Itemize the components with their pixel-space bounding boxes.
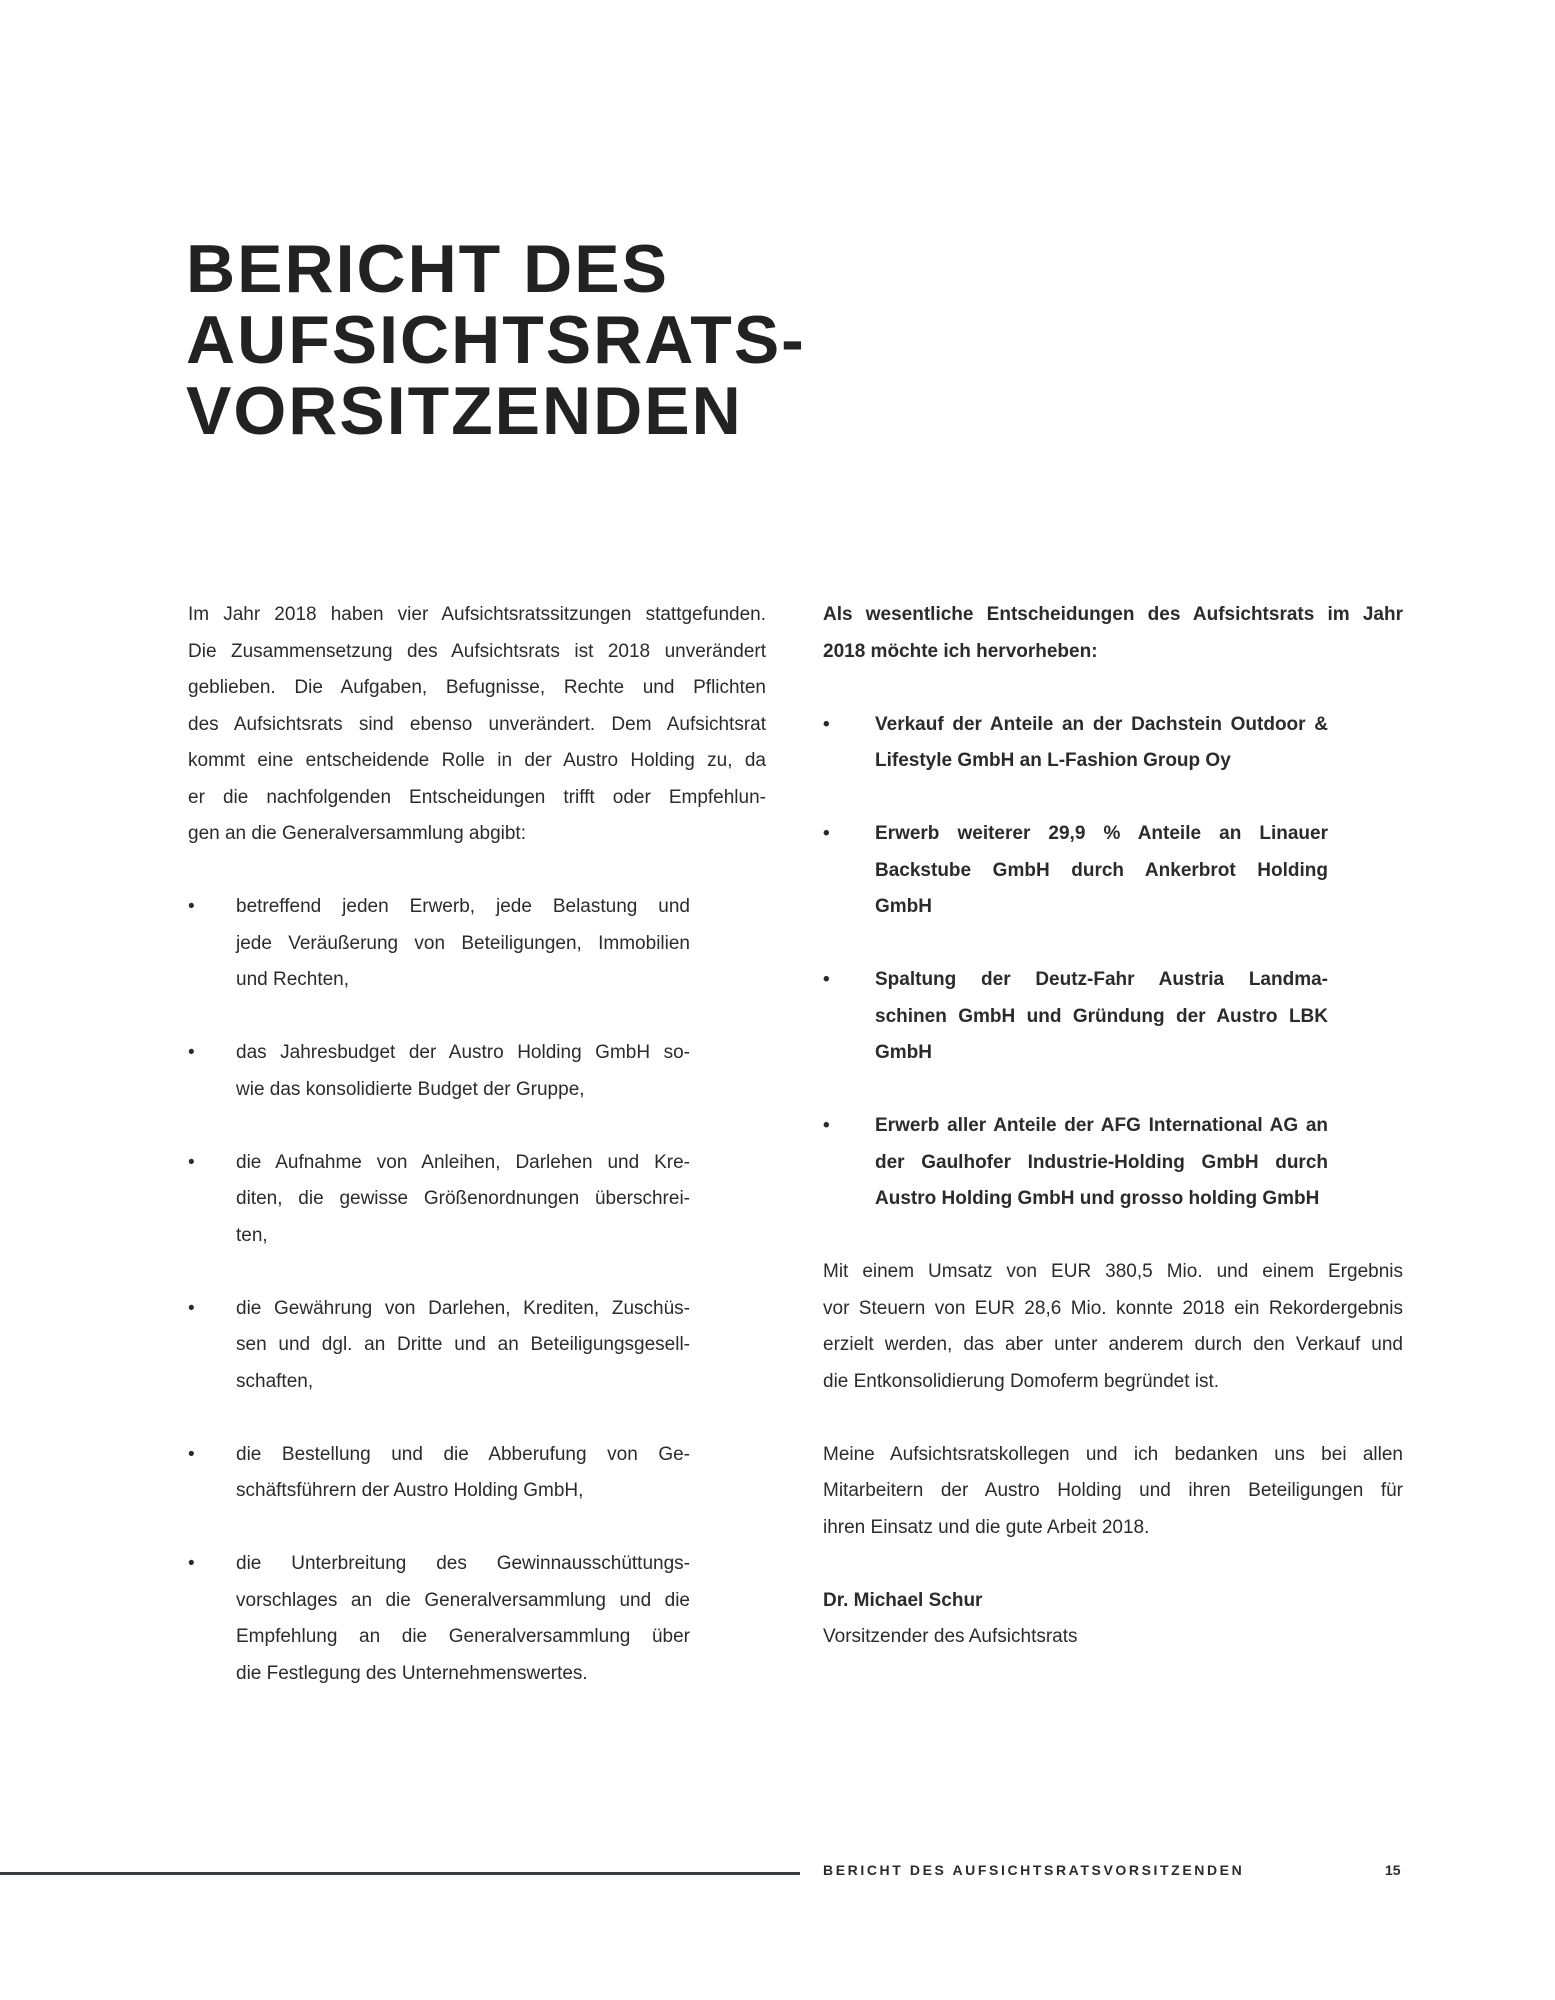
left-column bbox=[188, 597, 766, 1692]
bullet-icon: • bbox=[823, 1115, 830, 1136]
spacer bbox=[823, 670, 1403, 707]
text-line: schinen GmbH und Gründung der Austro LBK bbox=[875, 1005, 1328, 1027]
text-line: Verkauf der Anteile an der Dachstein Outdoor & bbox=[875, 713, 1328, 735]
spacer bbox=[823, 926, 1403, 963]
text-line: Spaltung der Deutz-Fahr Austria Landma- bbox=[875, 969, 1328, 990]
list-item bbox=[188, 1145, 690, 1255]
text-line: Erwerb weiterer 29,9 % Anteile an Linauer bbox=[875, 823, 1328, 844]
list-item bbox=[188, 1035, 690, 1108]
list-item bbox=[823, 816, 1328, 926]
text-line: des Aufsichtsrats sind ebenso unverändert. Dem Aufsichtsrat bbox=[188, 713, 766, 735]
spacer bbox=[188, 1108, 766, 1145]
spacer bbox=[823, 1546, 1403, 1583]
title-line: VORSITZENDEN bbox=[186, 373, 743, 449]
list-item bbox=[823, 707, 1328, 780]
text-line: schaften, bbox=[236, 1370, 314, 1392]
text-line: gen an die Generalversammlung abgibt: bbox=[188, 823, 526, 844]
text-line: Austro Holding GmbH und grosso holding GmbH bbox=[875, 1188, 1320, 1209]
bullet-icon: • bbox=[188, 1443, 195, 1465]
text-line: Mitarbeitern der Austro Holding und ihren Beteiligungen für bbox=[823, 1480, 1403, 1501]
text-line: ten, bbox=[236, 1224, 268, 1246]
bullet-icon: • bbox=[188, 1042, 195, 1063]
title-line: AUFSICHTSRATS- bbox=[186, 302, 806, 378]
text-line: der Gaulhofer Industrie-Holding GmbH durch bbox=[875, 1151, 1328, 1173]
spacer bbox=[823, 1218, 1403, 1255]
text-line: diten, die gewisse Größenordnungen überschrei- bbox=[236, 1188, 690, 1209]
text-line: Meine Aufsichtsratskollegen und ich bedanken uns bei allen bbox=[823, 1443, 1403, 1465]
text-line: die Bestellung und die Abberufung von Ge- bbox=[236, 1443, 690, 1465]
intro-paragraph bbox=[188, 597, 766, 853]
text-line: die Entkonsolidierung Domoferm begründet ist. bbox=[823, 1370, 1220, 1392]
text-line: die Aufnahme von Anleihen, Darlehen und Kre- bbox=[236, 1151, 690, 1173]
decisions-heading bbox=[823, 597, 1403, 670]
text-line: Empfehlung an die Generalversammlung über bbox=[236, 1626, 690, 1647]
signature-title: Vorsitzender des Aufsichtsrats bbox=[823, 1626, 1078, 1647]
text-line: die Gewährung von Darlehen, Krediten, Zuschüs- bbox=[236, 1297, 690, 1319]
text-line: vor Steuern von EUR 28,6 Mio. konnte 2018 ein Rekordergebnis bbox=[823, 1297, 1403, 1319]
spacer bbox=[823, 1400, 1403, 1437]
text-line: er die nachfolgenden Entscheidungen trifft oder Empfehlun- bbox=[188, 786, 766, 808]
text-line: jede Veräußerung von Beteiligungen, Immobilien bbox=[236, 932, 690, 954]
list-item bbox=[188, 1291, 690, 1401]
spacer bbox=[188, 1254, 766, 1291]
signature-name: Dr. Michael Schur bbox=[823, 1589, 983, 1611]
right-column bbox=[823, 597, 1403, 1656]
text-line: GmbH bbox=[875, 896, 932, 917]
thanks-paragraph bbox=[823, 1437, 1403, 1547]
text-line: sen und dgl. an Dritte und an Beteiligungsgesell- bbox=[236, 1334, 690, 1355]
results-paragraph bbox=[823, 1254, 1403, 1400]
page-title bbox=[186, 231, 806, 449]
list-item bbox=[823, 962, 1328, 1072]
text-line: die Unterbreitung des Gewinnausschüttungs- bbox=[236, 1553, 690, 1574]
text-line: Lifestyle GmbH an L-Fashion Group Oy bbox=[875, 750, 1231, 771]
text-line: geblieben. Die Aufgaben, Befugnisse, Rechte und Pflichten bbox=[188, 677, 766, 698]
list-item bbox=[188, 1546, 690, 1692]
list-item bbox=[188, 889, 690, 999]
text-line: das Jahresbudget der Austro Holding GmbH so- bbox=[236, 1042, 690, 1063]
bullet-icon: • bbox=[188, 896, 195, 917]
spacer bbox=[188, 853, 766, 890]
text-line: Backstube GmbH durch Ankerbrot Holding bbox=[875, 859, 1328, 881]
text-line: und Rechten, bbox=[236, 969, 350, 990]
spacer bbox=[823, 780, 1403, 817]
text-line: Die Zusammensetzung des Aufsichtsrats ist 2018 unverändert bbox=[188, 640, 766, 662]
footer-rule bbox=[0, 1872, 800, 1875]
list-item bbox=[188, 1437, 690, 1510]
page-number: 15 bbox=[1385, 1862, 1401, 1878]
spacer bbox=[188, 1510, 766, 1547]
text-line: Im Jahr 2018 haben vier Aufsichtsratssitzungen stattgefunden. bbox=[188, 604, 766, 625]
spacer bbox=[188, 999, 766, 1036]
text-line: schäftsführern der Austro Holding GmbH, bbox=[236, 1480, 584, 1501]
bullet-icon: • bbox=[188, 1297, 195, 1319]
bullet-icon: • bbox=[188, 1553, 195, 1574]
bullet-icon: • bbox=[823, 823, 830, 844]
text-line: ihren Einsatz und die gute Arbeit 2018. bbox=[823, 1516, 1150, 1538]
bullet-icon: • bbox=[823, 969, 830, 990]
text-line: vorschlages an die Generalversammlung und die bbox=[236, 1589, 690, 1611]
text-line: erzielt werden, das aber unter anderem durch den Verkauf und bbox=[823, 1334, 1403, 1355]
list-item bbox=[823, 1108, 1328, 1218]
spacer bbox=[823, 1072, 1403, 1109]
text-line: wie das konsolidierte Budget der Gruppe, bbox=[236, 1078, 585, 1100]
footer-section-title: BERICHT DES AUFSICHTSRATSVORSITZENDEN bbox=[823, 1862, 1245, 1878]
bullet-icon: • bbox=[188, 1151, 195, 1173]
text-line: GmbH bbox=[875, 1042, 932, 1063]
spacer bbox=[188, 1400, 766, 1437]
text-line: Als wesentliche Entscheidungen des Aufsichtsrats im Jahr bbox=[823, 604, 1403, 625]
text-line: 2018 möchte ich hervorheben: bbox=[823, 640, 1098, 662]
title-line: BERICHT DES bbox=[186, 231, 669, 307]
text-line: kommt eine entscheidende Rolle in der Austro Holding zu, da bbox=[188, 750, 766, 771]
text-line: betreffend jeden Erwerb, jede Belastung und bbox=[236, 896, 690, 917]
bullet-icon: • bbox=[823, 713, 830, 735]
text-line: die Festlegung des Unternehmenswertes. bbox=[236, 1662, 588, 1684]
text-line: Erwerb aller Anteile der AFG International AG an bbox=[875, 1115, 1328, 1136]
text-line: Mit einem Umsatz von EUR 380,5 Mio. und einem Ergebnis bbox=[823, 1261, 1403, 1282]
